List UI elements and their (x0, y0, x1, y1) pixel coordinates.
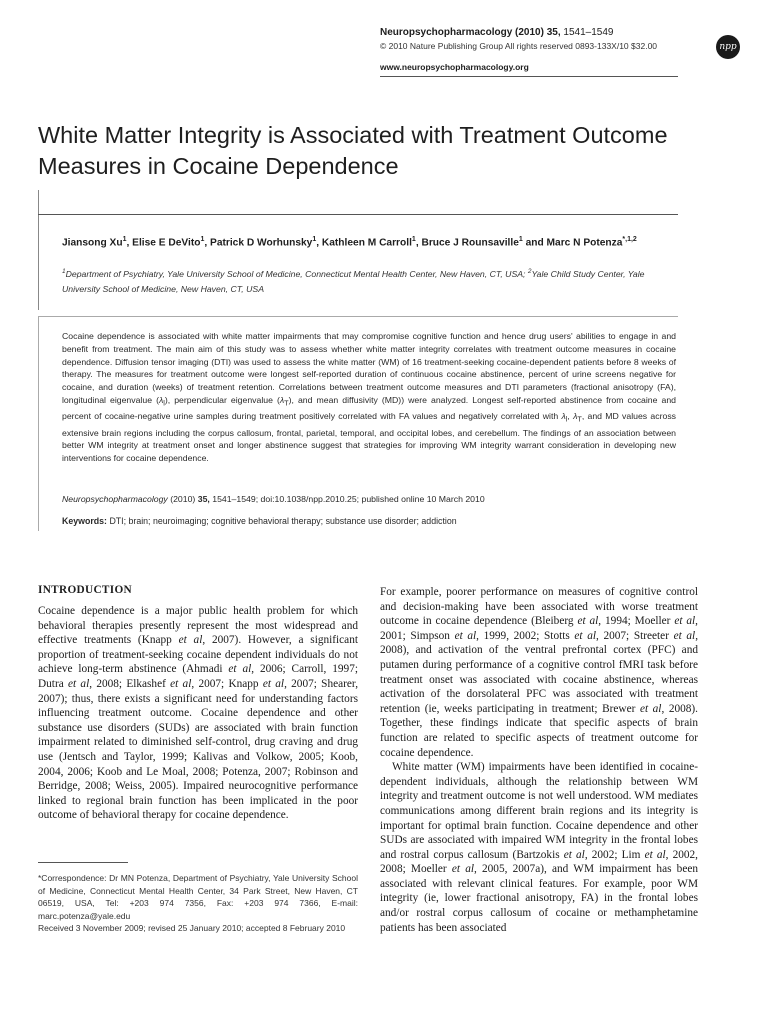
article-title: White Matter Integrity is Associated with Treatment Outcome Measures in Cocaine Dependence (38, 122, 668, 179)
abstract-left-rule (38, 316, 39, 531)
citation-volume: 35, (197, 494, 210, 504)
author-affiliations: $^1$Department of Psychiatry, Yale University School of Medicine, Connecticut Mental Health Center, New Haven, CT, USA; $^2$Yale Child Study Center, Yale University School of Medicine, New Haven, CT, USA (62, 268, 645, 294)
citation-journal: Neuropsychopharmacology (62, 494, 168, 504)
keywords-list: DTI; brain; neuroimaging; cognitive behavioral therapy; substance use disorder; addiction (109, 516, 457, 526)
author-list: Jiansong Xu$^1$, Elise E DeVito$^1$, Patrick D Worhunsky$^1$, Kathleen M Carroll$^1$, Bruce J Rounsaville$^1$ and Marc N Potenza$^{*,1,2}$ (62, 236, 637, 249)
article-citation (62, 493, 676, 506)
author-block-divider (38, 214, 678, 215)
journal-name: Neuropsychopharmacology (2010) 35, (380, 27, 561, 38)
publisher-logo-icon: npp (716, 35, 740, 59)
footnote-divider (38, 862, 128, 863)
journal-citation-header (380, 27, 613, 38)
body-column-left: Cocaine dependence is a major public health problem for which behavioral therapies presently represent the most widespread and effective treatments (Knapp et al, 2007). However, a significant proportion of treatment-seeking cocaine dependent individuals do not achieve long-term abstinence (Ahmadi et al, 2006; Carroll, 1997; Dutra et al, 2008; Elkashef et al, 2007; Knapp et al, 2007; Shearer, 2007); thus, there exists a significant need for understanding factors influencing treatment outcome. Cocaine dependence and other substance use disorders (SUDs) are associated with brain function impairment related to diminished self-control, drug craving and drug use (Jentsch and Taylor, 1999; Kalivas and Volkow, 2005; Koob, 2004, 2006; Koob and Le Moal, 2008; Potenza, 2007; Robinson and Berridge, 2008; Weiss, 2005). Impaired neurocognitive performance linked to regional brain function has been implicated in the poor outcome of behavioral therapy for cocaine dependence. (38, 605, 359, 822)
body-column-right: For example, poorer performance on measures of cognitive control and decision-making have been associated with worse treatment outcome in cocaine dependence (Bleiberg et al, 1994; Moeller et al, 2001; Simpson et al, 1999, 2002; Stotts et al, 2007; Streeter et al, 2008), and activation of the ventral prefrontal cortex (PFC) and putamen during performance of a cognitive control fMRI task before treatment onset was associated with cocaine abstinence, whereas activation of the dorsolateral PFC was associated with treatment retention (ie, weeks participating in treatment; Brewer et al, 2008). Together, these findings indicate that specific aspects of brain function are related to specific aspects of treatment outcome for cocaine dependence. White matter (WM) impairments have been identified in cocaine-dependent individuals, although the relationship between WM integrity and treatment outcome is not well understood. WM mediates communications among different brain regions and its integrity is important for optimal brain function. Cocaine dependence and other SUDs are associated with impaired WM integrity in the frontal lobes and rostral corpus callosum (Bartzokis et al, 2002; Lim et al, 2002, 2008; Moeller et al, 2005, 2007a), and WM impairment has been associated with relevant clinical features. For example, poor WM integrity (ie, lower fractional anisotropy, FA) in the frontal lobes and/or rostral corpus callosum of cocaine or methamphetamine patients has been associated (380, 586, 699, 934)
section-heading-introduction: INTRODUCTION (38, 584, 132, 596)
keywords-label: Keywords: (62, 516, 107, 526)
abstract-text: Cocaine dependence is associated with white matter impairments that may compromise cognitive function and hence drug users' abilities to engage in and benefit from treatment. The main aim of this study was to assess whether white matter integrity correlates with treatment outcome measures in cocaine dependence. Diffusion tensor imaging (DTI) was used to assess the white matter (WM) of 16 treatment-seeking cocaine-dependent patients before 8 weeks of therapy. The measures for treatment outcome were longest self-reported duration of continuous cocaine abstinence, percent of urine screens negative for cocaine, and duration (weeks) of treatment retention. Correlations between treatment outcome measures and DTI parameters (fractional anisotropy (FA), longitudinal eigenvalue $(\lambda_l)$, perpendicular eigenvalue $(\lambda_T)$, and mean diffusivity (MD)) were analyzed. Longest self-reported abstinence from cocaine and percent of cocaine-negative urine samples during treatment positively correlated with FA values and negatively correlated with $\lambda_l$, $\lambda_T$, and MD values across extensive brain regions including the corpus callosum, frontal, parietal, temporal, and occipital lobes, and cerebellum. The findings of an association between better WM integrity at treatment onset and longer abstinence suggest that strategies for improving WM integrity warrant consideration in developing new interventions for cocaine dependence. (62, 331, 677, 464)
journal-website-link[interactable]: www.neuropsychopharmacology.org (380, 62, 529, 72)
correspondence-footnote (38, 872, 358, 935)
author-block-left-rule (38, 190, 39, 310)
abstract-top-rule (38, 316, 678, 317)
journal-pages: 1541–1549 (563, 27, 614, 38)
received-dates: Received 3 November 2009; revised 25 January 2010; accepted 8 February 2010 (38, 923, 346, 934)
correspondence-text: *Correspondence: Dr MN Potenza, Department of Psychiatry, Yale University School of Medicine, Connecticut Mental Health Center, 34 Park Street, New Haven, CT 06519, USA, Tel: +203 974 7356, Fax: +203 974 7366, E-mail: marc.potenza@yale.edu (38, 873, 358, 921)
citation-year: (2010) (170, 494, 196, 504)
keywords-line (62, 516, 676, 526)
copyright-line: © 2010 Nature Publishing Group All rights reserved 0893-133X/10 $32.00 (380, 41, 658, 51)
header-divider (380, 76, 678, 77)
citation-details: 1541–1549; doi:10.1038/npp.2010.25; published online 10 March 2010 (212, 494, 485, 504)
